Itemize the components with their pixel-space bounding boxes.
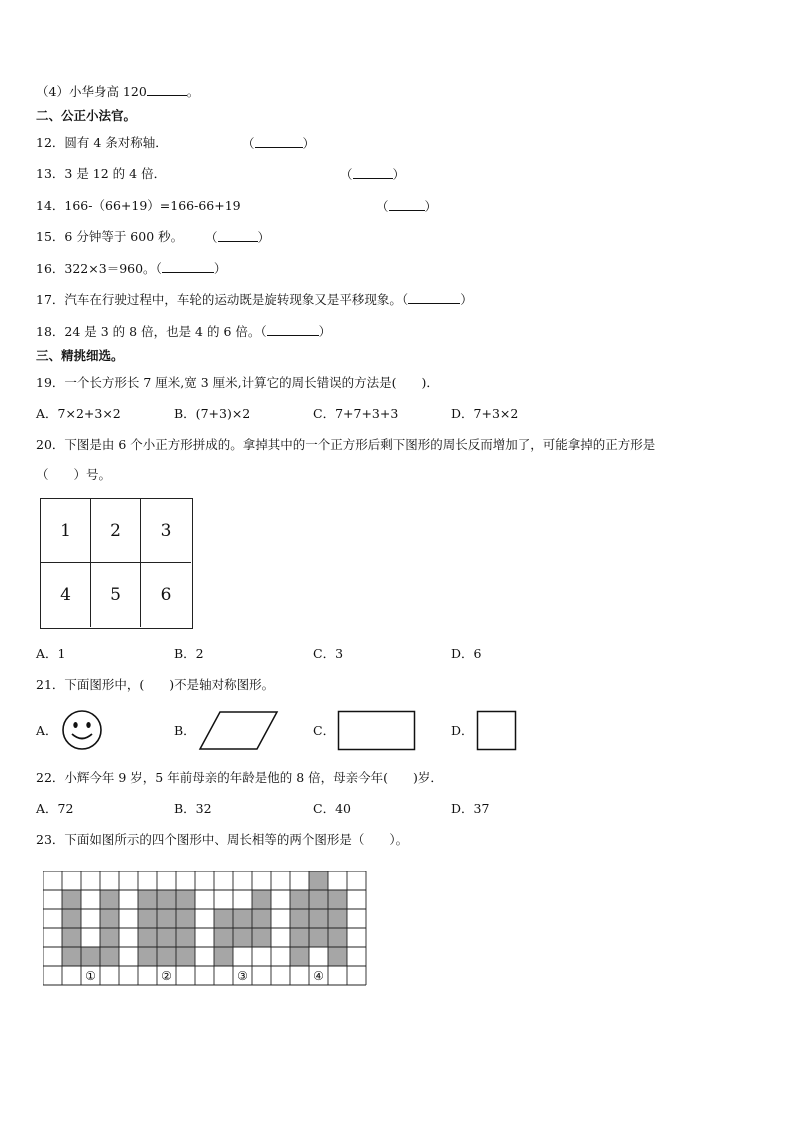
question-number: 18． [36, 324, 65, 339]
paren-open: （ [155, 261, 162, 276]
question-text: 24 是 3 的 8 倍，也是 4 的 6 倍。 [64, 324, 261, 339]
paren-open: （ [260, 324, 267, 339]
question-number: 12． [36, 135, 65, 150]
question-number: 16． [36, 261, 65, 276]
paren-close: ） [302, 136, 316, 151]
question-17 [36, 291, 473, 308]
paren-open: （ [376, 199, 389, 214]
answer-paren-12 [242, 135, 315, 152]
option-d[interactable]: D．37 [451, 801, 490, 816]
option-d[interactable]: D．7+3×2 [451, 406, 519, 421]
question-13 [36, 166, 166, 182]
square-3: 3 [141, 499, 191, 563]
question-15 [36, 229, 183, 245]
paren-open: （ [242, 136, 255, 151]
option-c[interactable]: C．40 [313, 801, 351, 816]
parallelogram-figure [198, 710, 280, 752]
answer-blank[interactable] [255, 135, 303, 148]
answer-blank[interactable] [408, 291, 460, 304]
option-a-label[interactable]: A． [36, 723, 58, 738]
option-a[interactable]: A．72 [36, 801, 74, 816]
option-c[interactable]: C．3 [313, 646, 344, 661]
grid-shapes-figure [43, 871, 368, 988]
option-b[interactable]: B．2 [174, 646, 204, 661]
paren-close: ） [460, 292, 473, 307]
paren-open: （ [340, 167, 353, 182]
question-text: 166-（66+19）=166-66+19 [64, 198, 241, 213]
paren-close: ） [257, 230, 271, 245]
square-1: 1 [41, 499, 91, 563]
paren-close: ） [392, 167, 406, 182]
shape-label-3: ③ [237, 969, 248, 983]
question-text: 6 分钟等于 600 秒。 [64, 229, 184, 244]
paren-close: ） [213, 261, 227, 276]
shape-label-4: ④ [313, 969, 324, 983]
question-text: 322×3＝960。 [64, 261, 156, 276]
question-20-line2: （ ）号。 [36, 467, 112, 482]
option-a[interactable]: A．7×2+3×2 [36, 406, 121, 421]
answer-blank[interactable] [353, 166, 393, 179]
option-d[interactable]: D．6 [451, 646, 482, 661]
option-a[interactable]: A．1 [36, 646, 66, 661]
answer-blank[interactable] [162, 260, 214, 273]
question-21: 21．下面图形中，( )不是轴对称图形。 [36, 677, 275, 692]
square-6: 6 [160, 585, 172, 605]
question-14 [36, 198, 241, 214]
q11-part4-text: （4）小华身高 120 [36, 84, 147, 99]
question-number: 17． [36, 292, 65, 307]
rectangle-figure [337, 710, 417, 752]
q11-part4-tail: 。 [186, 84, 200, 99]
question-19: 19．一个长方形长 7 厘米,宽 3 厘米,计算它的周长错误的方法是( )． [36, 375, 439, 390]
paren-close: ） [318, 324, 332, 339]
question-text: 3 是 12 的 4 倍． [64, 166, 167, 181]
question-23: 23．下面如图所示的四个图形中、周长相等的两个图形是（ ）。 [36, 832, 409, 847]
answer-paren-15 [205, 229, 270, 246]
paren-open: （ [205, 230, 218, 245]
six-square-figure [40, 498, 193, 629]
option-c[interactable]: C．7+7+3+3 [313, 406, 399, 421]
square-5: 5 [91, 563, 141, 627]
answer-blank[interactable] [267, 323, 319, 336]
answer-paren-13 [340, 166, 405, 183]
answer-blank[interactable] [218, 229, 258, 242]
question-12 [36, 135, 168, 151]
q11-part4 [36, 83, 199, 100]
answer-blank[interactable] [147, 83, 187, 96]
option-c-label[interactable]: C． [313, 723, 336, 738]
question-text: 汽车在行驶过程中，车轮的运动既是旋转现象又是平移现象。 [64, 292, 402, 307]
option-b-label[interactable]: B． [174, 723, 196, 738]
option-b[interactable]: B．(7+3)×2 [174, 406, 251, 421]
option-d-label[interactable]: D． [451, 723, 474, 738]
option-b[interactable]: B．32 [174, 801, 212, 816]
shape-label-2: ② [161, 969, 172, 983]
shape-label-1: ① [85, 969, 96, 983]
paren-open: （ [401, 292, 409, 307]
square-4: 4 [41, 563, 91, 627]
question-text: 圆有 4 条对称轴． [64, 135, 168, 150]
question-16 [36, 260, 226, 277]
square-figure [476, 710, 518, 752]
square-2: 2 [91, 499, 141, 563]
paren-close: ） [424, 199, 438, 214]
smiley-face-figure [60, 708, 104, 752]
answer-paren-14 [376, 198, 437, 215]
question-20-line1: 20．下图是由 6 个小正方形拼成的。拿掉其中的一个正方形后剩下图形的周长反而增加了，可能拿掉的正方形是 [36, 437, 656, 452]
section-3-title: 三、精挑细选。 [36, 348, 124, 363]
question-18 [36, 323, 331, 340]
question-number: 14． [36, 198, 65, 213]
question-number: 15． [36, 229, 65, 244]
question-22: 22．小辉今年 9 岁，5 年前母亲的年龄是他的 8 倍，母亲今年( )岁． [36, 770, 443, 785]
answer-blank[interactable] [389, 198, 425, 211]
question-number: 13． [36, 166, 65, 181]
section-2-title: 二、公正小法官。 [36, 108, 137, 123]
